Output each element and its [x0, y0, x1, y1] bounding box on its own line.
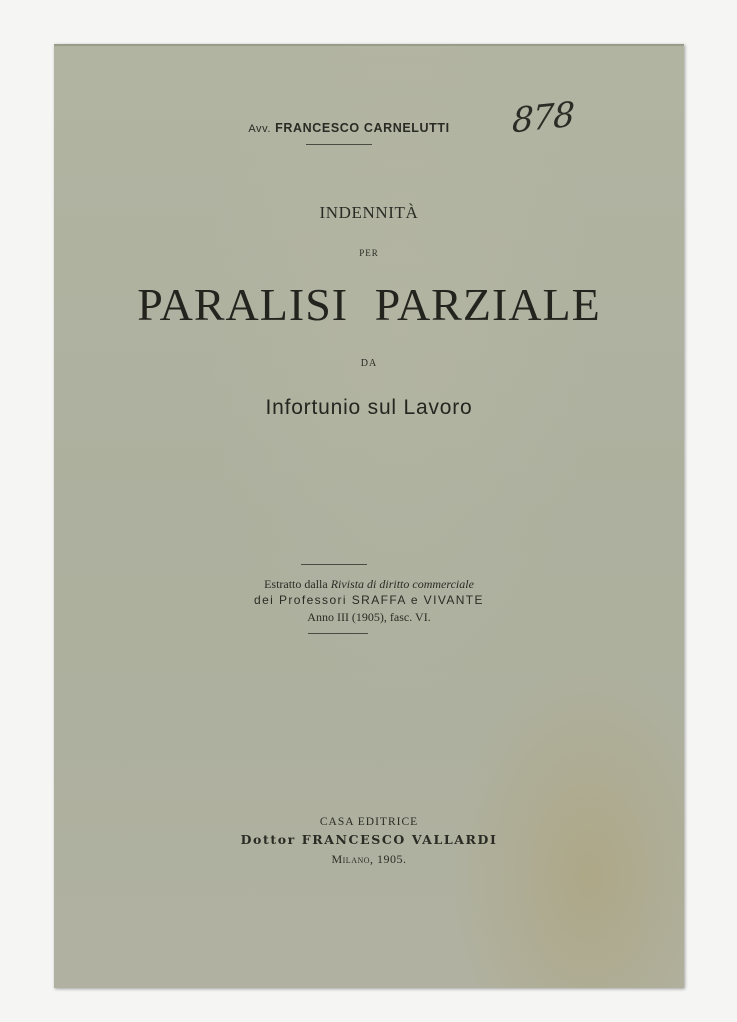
extract-line [54, 577, 684, 592]
place-year: 1905. [377, 852, 407, 866]
place-city: Milano, [331, 852, 374, 866]
place-line [54, 852, 684, 867]
professors-line: dei Professori SRAFFA e VIVANTE [254, 593, 484, 607]
author-name: FRANCESCO CARNELUTTI [275, 121, 450, 135]
author-rule [306, 144, 372, 145]
title-indennita: INDENNITÀ [319, 203, 419, 222]
journal-name: Rivista di diritto commerciale [330, 577, 474, 591]
publisher-name: Dottor FRANCESCO VALLARDI [240, 832, 498, 847]
publisher-house: CASA EDITRICE [319, 816, 419, 828]
title-per: PER [359, 248, 379, 258]
subtitle: Infortunio sul Lavoro [265, 396, 473, 419]
extract-bottom-rule [308, 633, 368, 634]
pamphlet-cover [54, 44, 684, 988]
extract-top-rule [301, 564, 367, 565]
handwritten-inventory-number: 878 [511, 94, 575, 142]
issue-line: Anno III (1905), fasc. VI. [307, 610, 431, 624]
author-prefix: Avv. [248, 123, 272, 135]
title-da: DA [360, 358, 378, 369]
main-title: PARALISI PARZIALE [137, 279, 601, 330]
extract-prefix: Estratto dalla [264, 577, 328, 591]
